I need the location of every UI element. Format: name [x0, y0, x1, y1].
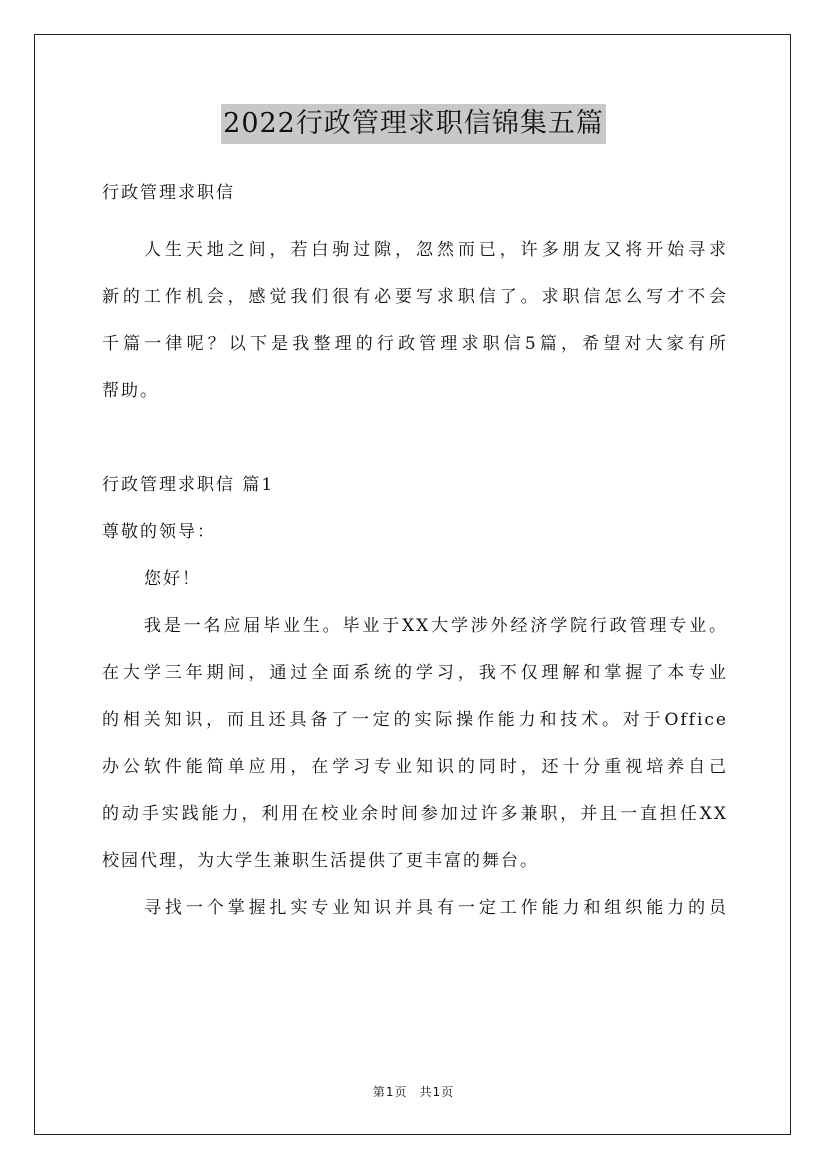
page-total: 共1页 [419, 1085, 455, 1099]
paragraph-line: 寻找一个掌握扎实专业知识并具有一定工作能力和组织能力的员 [144, 898, 728, 918]
greeting: 您好！ [144, 569, 201, 589]
paragraph-line: 我是一名应届毕业生。毕业于XX大学涉外经济学院行政管理专业。 [144, 616, 728, 636]
page-number: 第1页 [372, 1085, 408, 1099]
intro-paragraph [102, 227, 728, 415]
document-body [102, 170, 728, 932]
intro-line: 帮助。 [102, 381, 159, 401]
document-title [0, 102, 827, 144]
page-footer [0, 1083, 827, 1100]
document-title-text: 2022行政管理求职信锦集五篇 [221, 104, 606, 144]
intro-line: 新的工作机会，感觉我们很有必要写求职信了。求职信怎么写才不会 [102, 287, 728, 307]
paragraph-1 [102, 603, 728, 885]
paragraph-line: 校园代理，为大学生兼职生活提供了更丰富的舞台。 [102, 851, 539, 871]
paragraph-line: 的相关知识，而且还具备了一定的实际操作能力和技术。对于Office [102, 710, 728, 730]
paragraph-line: 办公软件能简单应用，在学习专业知识的同时，还十分重视培养自己 [102, 757, 728, 777]
intro-line: 千篇一律呢？以下是我整理的行政管理求职信5篇，希望对大家有所 [102, 334, 728, 354]
salutation: 尊敬的领导： [102, 522, 216, 542]
intro-heading: 行政管理求职信 [102, 183, 235, 203]
paragraph-line: 的动手实践能力，利用在校业余时间参加过许多兼职，并且一直担任XX [102, 804, 728, 824]
paragraph-line: 在大学三年期间，通过全面系统的学习，我不仅理解和掌握了本专业 [102, 663, 728, 683]
section-heading: 行政管理求职信 篇1 [102, 475, 275, 495]
paragraph-2 [102, 885, 728, 932]
intro-line: 人生天地之间，若白驹过隙，忽然而已，许多朋友又将开始寻求 [144, 240, 728, 260]
